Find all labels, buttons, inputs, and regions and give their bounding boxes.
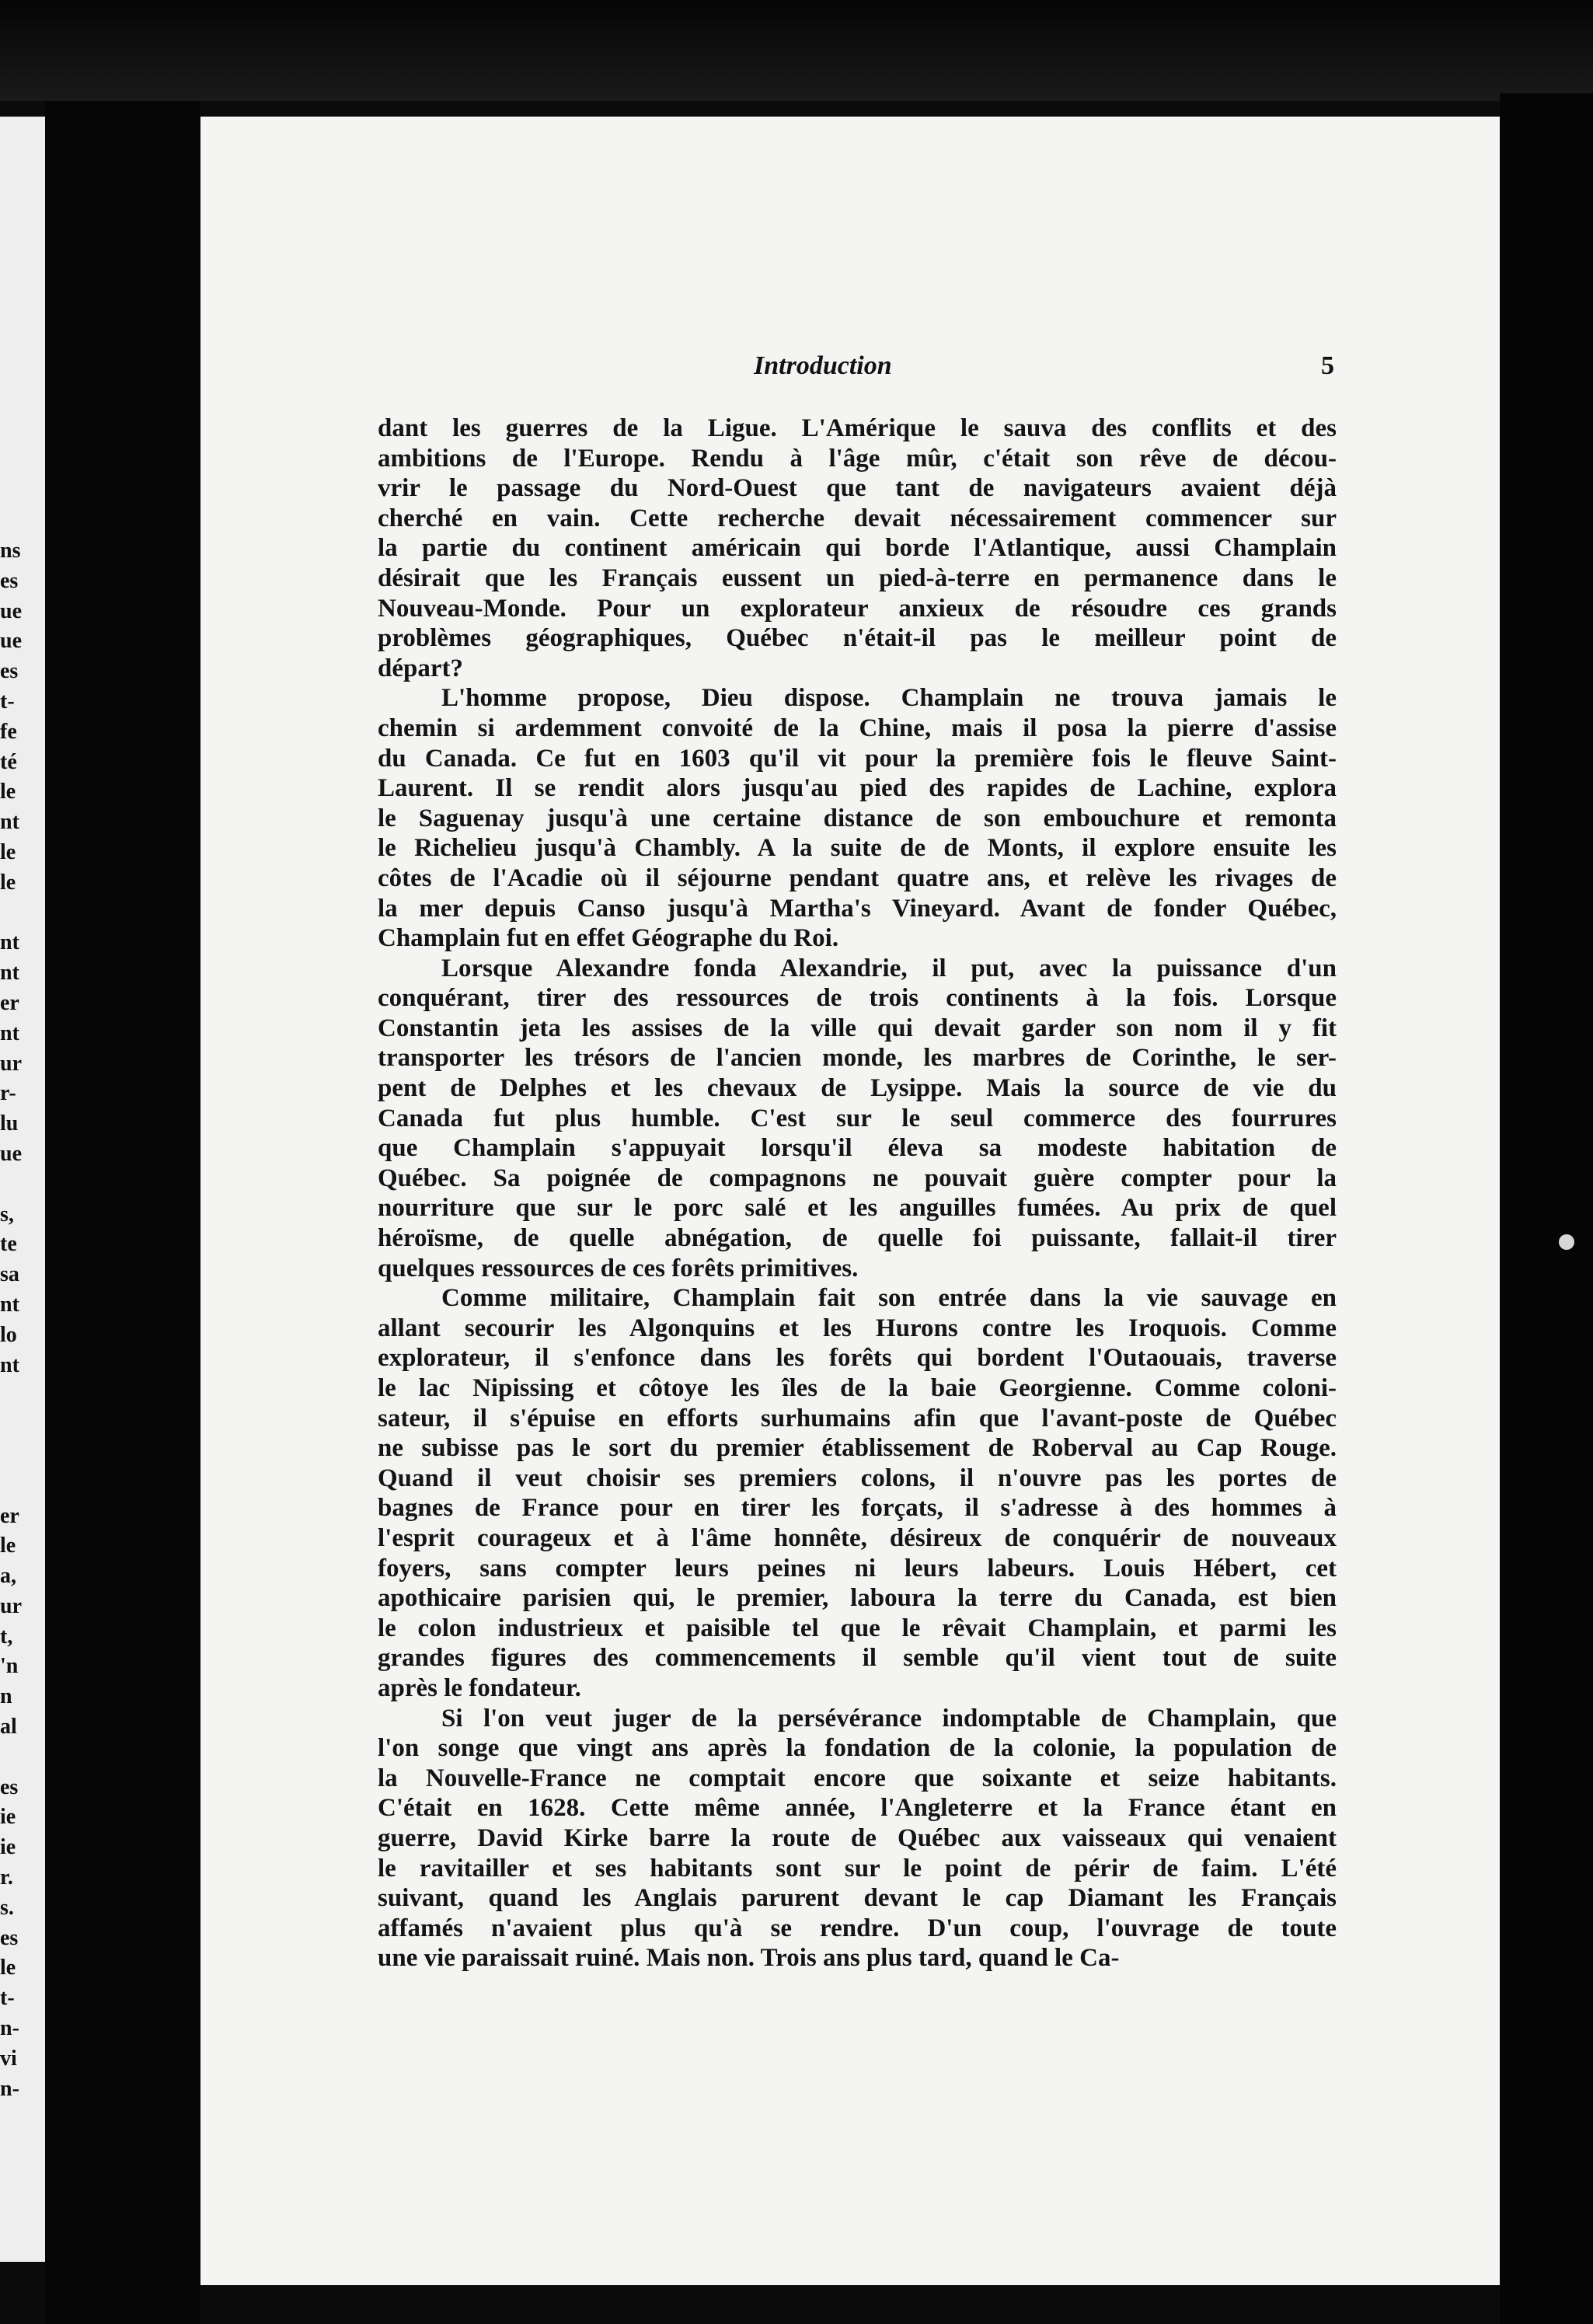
text-line: Champlain fut en effet Géographe du Roi. [378, 924, 839, 953]
running-head: Introduction [754, 351, 892, 380]
text-line: bagnes de France pour en tirer les forçats, il s'adresse à des hommes à [378, 1494, 1337, 1523]
left-fragment: es [0, 568, 19, 593]
text-line: Comme militaire, Champlain fait son entrée dans la vie sauvage en [441, 1284, 1337, 1313]
left-fragment: n [0, 1684, 12, 1709]
left-fragment: ur [0, 1051, 22, 1076]
text-line: Laurent. Il se rendit alors jusqu'au pied des rapides de Lachine, explora [378, 774, 1337, 803]
text-line: quelques ressources de ces forêts primitives. [378, 1254, 859, 1282]
text-line: l'esprit courageux et à l'âme honnête, désireux de conquérir de nouveaux [378, 1523, 1337, 1552]
left-fragment: ue [0, 1141, 22, 1166]
left-fragment: nt [0, 930, 19, 955]
left-fragment: ue [0, 598, 22, 623]
left-fragment: ns [0, 539, 21, 563]
text-line: guerre, David Kirke barre la route de Québec aux vaisseaux qui venaient [378, 1823, 1337, 1852]
text-line: la partie du continent américain qui borde l'Atlantique, aussi Champlain [378, 534, 1337, 563]
text-line: apothicaire parisien qui, le premier, laboura la terre du Canada, est bien [378, 1584, 1337, 1613]
left-fragment: ur [0, 1593, 22, 1618]
book-gutter [45, 101, 200, 2324]
text-line: C'était en 1628. Cette même année, l'Angleterre et la France étant en [378, 1794, 1337, 1823]
text-line: le Richelieu jusqu'à Chambly. A la suite de de Monts, il explore ensuite les [378, 834, 1337, 863]
left-fragment: lo [0, 1322, 17, 1347]
left-fragment: r- [0, 1081, 16, 1106]
left-fragment: nt [0, 961, 19, 986]
text-line: sateur, il s'épuise en efforts surhumains afin que l'avant-poste de Québec [378, 1404, 1337, 1432]
scan-dark-border [0, 0, 1593, 101]
text-line: dant les guerres de la Ligue. L'Amérique le sauva des conflits et des [378, 414, 1337, 442]
text-line: héroïsme, de quelle abnégation, de quelle foi puissante, fallait-il tirer [378, 1224, 1337, 1253]
left-fragment: te [0, 1232, 17, 1257]
left-fragment: 'n [0, 1654, 19, 1679]
page-number: 5 [1321, 351, 1334, 380]
left-fragment: t, [0, 1624, 13, 1649]
left-fragment [0, 899, 45, 929]
text-line: ambitions de l'Europe. Rendu à l'âge mûr, c'était son rêve de décou- [378, 444, 1337, 473]
left-fragment: r. [0, 1865, 13, 1890]
left-fragment: t- [0, 689, 15, 714]
text-line: transporter les trésors de l'ancien monde, les marbres de Corinthe, le ser- [378, 1044, 1337, 1073]
left-fragment: lu [0, 1111, 19, 1136]
left-fragment: er [0, 990, 19, 1015]
left-fragment: le [0, 1534, 16, 1558]
text-line: cherché en vain. Cette recherche devait nécessairement commencer sur [378, 504, 1337, 532]
text-line: explorateur, il s'enfonce dans les forêts qui bordent l'Outaouais, traverse [378, 1344, 1337, 1373]
text-line: Canada fut plus humble. C'est sur le seul commerce des fourrures [378, 1104, 1337, 1132]
text-line: ne subisse pas le sort du premier établissement de Roberval au Cap Rouge. [378, 1434, 1337, 1463]
text-line: du Canada. Ce fut en 1603 qu'il vit pour la première fois le fleuve Saint- [378, 744, 1337, 773]
left-fragment: té [0, 749, 17, 774]
left-fragment: le [0, 870, 16, 895]
left-fragment: le [0, 1956, 16, 1980]
left-fragment: er [0, 1503, 19, 1528]
text-line: la Nouvelle-France ne comptait encore que soixante et seize habitants. [378, 1764, 1337, 1792]
text-line: vrir le passage du Nord-Ouest que tant de navigateurs avaient déjà [378, 474, 1337, 503]
text-line: affamés n'avaient plus qu'à se rendre. D'un coup, l'ouvrage de toute [378, 1914, 1337, 1942]
text-line: la mer depuis Canso jusqu'à Martha's Vineyard. Avant de fonder Québec, [378, 894, 1337, 923]
text-line: le colon industrieux et paisible tel que le rêvait Champlain, et parmi les [378, 1614, 1337, 1642]
left-fragment: nt [0, 1292, 19, 1317]
text-line: une vie paraissait ruiné. Mais non. Trois ans plus tard, quand le Ca- [378, 1944, 1120, 1973]
text-line: problèmes géographiques, Québec n'était-il pas le meilleur point de [378, 624, 1337, 653]
text-line: que Champlain s'appuyait lorsqu'il éleva sa modeste habitation de [378, 1134, 1337, 1163]
body-text [378, 414, 1337, 1973]
left-fragment: al [0, 1715, 17, 1740]
left-fragment: es [0, 1774, 19, 1799]
left-fragment: nt [0, 1021, 19, 1045]
left-fragment: s, [0, 1202, 14, 1227]
text-line: nourriture que sur le porc salé et les anguilles fumées. Au prix de quel [378, 1194, 1337, 1223]
left-fragment: t- [0, 1986, 15, 2011]
left-fragment: fe [0, 719, 17, 744]
left-fragment: nt [0, 810, 19, 835]
text-line: l'on songe que vingt ans après la fondation de la colonie, la population de [378, 1734, 1337, 1763]
text-line: Lorsque Alexandre fonda Alexandrie, il put, avec la puissance d'un [441, 954, 1337, 982]
left-fragment: le [0, 839, 16, 864]
left-fragment [0, 1380, 45, 1411]
text-line: le ravitailler et ses habitants sont sur le point de périr de faim. L'été [378, 1854, 1337, 1883]
text-line: Québec. Sa poignée de compagnons ne pouvait guère compter pour la [378, 1164, 1337, 1192]
left-fragment: vi [0, 2046, 17, 2071]
left-fragment: n- [0, 2016, 19, 2041]
text-line: conquérant, tirer des ressources de trois continents à la fois. Lorsque [378, 984, 1337, 1013]
left-fragment: ie [0, 1805, 16, 1830]
text-line: le Saguenay jusqu'à une certaine distance de son embouchure et remonta [378, 804, 1337, 832]
text-line: Constantin jeta les assises de la ville qui devait garder son nom il y fit [378, 1014, 1337, 1042]
left-fragment: a, [0, 1564, 16, 1589]
left-fragment: sa [0, 1262, 19, 1287]
text-line: après le fondateur. [378, 1673, 581, 1702]
text-line: foyers, sans compter leurs peines ni leurs labeurs. Louis Hébert, cet [378, 1554, 1337, 1582]
text-line: grandes figures des commencements il semble qu'il vient tout de suite [378, 1644, 1337, 1673]
text-line: Nouveau-Monde. Pour un explorateur anxieux de résoudre ces grands [378, 594, 1337, 623]
left-fragment [0, 1170, 45, 1200]
text-line: Si l'on veut juger de la persévérance indomptable de Champlain, que [441, 1704, 1337, 1733]
scan-artifact-dot [1559, 1234, 1574, 1250]
left-fragment: n- [0, 2076, 19, 2101]
text-line: départ? [378, 654, 463, 682]
text-line: Quand il veut choisir ses premiers colons, il n'ouvre pas les portes de [378, 1464, 1337, 1492]
left-fragment: ie [0, 1835, 16, 1860]
left-fragment: es [0, 659, 19, 684]
left-page-text-fragments [0, 536, 45, 2104]
left-fragment [0, 1743, 45, 1773]
text-line: chemin si ardemment convoité de la Chine, mais il posa la pierre d'assise [378, 714, 1337, 742]
text-line: L'homme propose, Dieu dispose. Champlain ne trouva jamais le [441, 684, 1337, 713]
left-fragment [0, 1471, 45, 1502]
text-line: suivant, quand les Anglais parurent devant le cap Diamant les Français [378, 1884, 1337, 1913]
text-line: côtes de l'Acadie où il séjourne pendant quatre ans, et relève les rivages de [378, 864, 1337, 892]
left-fragment: le [0, 780, 16, 804]
left-fragment: es [0, 1925, 19, 1950]
text-line: allant secourir les Algonquins et les Hurons contre les Iroquois. Comme [378, 1314, 1337, 1342]
left-page-edge [0, 117, 45, 2262]
left-fragment: ue [0, 629, 22, 654]
left-fragment [0, 1411, 45, 1441]
left-fragment [0, 1441, 45, 1471]
text-line: désirait que les Français eussent un pied-à-terre en permanence dans le [378, 564, 1337, 592]
left-fragment: s. [0, 1895, 14, 1920]
text-line: le lac Nipissing et côtoye les îles de la baie Georgienne. Comme coloni- [378, 1374, 1337, 1402]
scan-dark-border-right [1500, 93, 1593, 2324]
text-line: pent de Delphes et les chevaux de Lysippe. Mais la source de vie du [378, 1074, 1337, 1103]
left-fragment: nt [0, 1352, 19, 1377]
